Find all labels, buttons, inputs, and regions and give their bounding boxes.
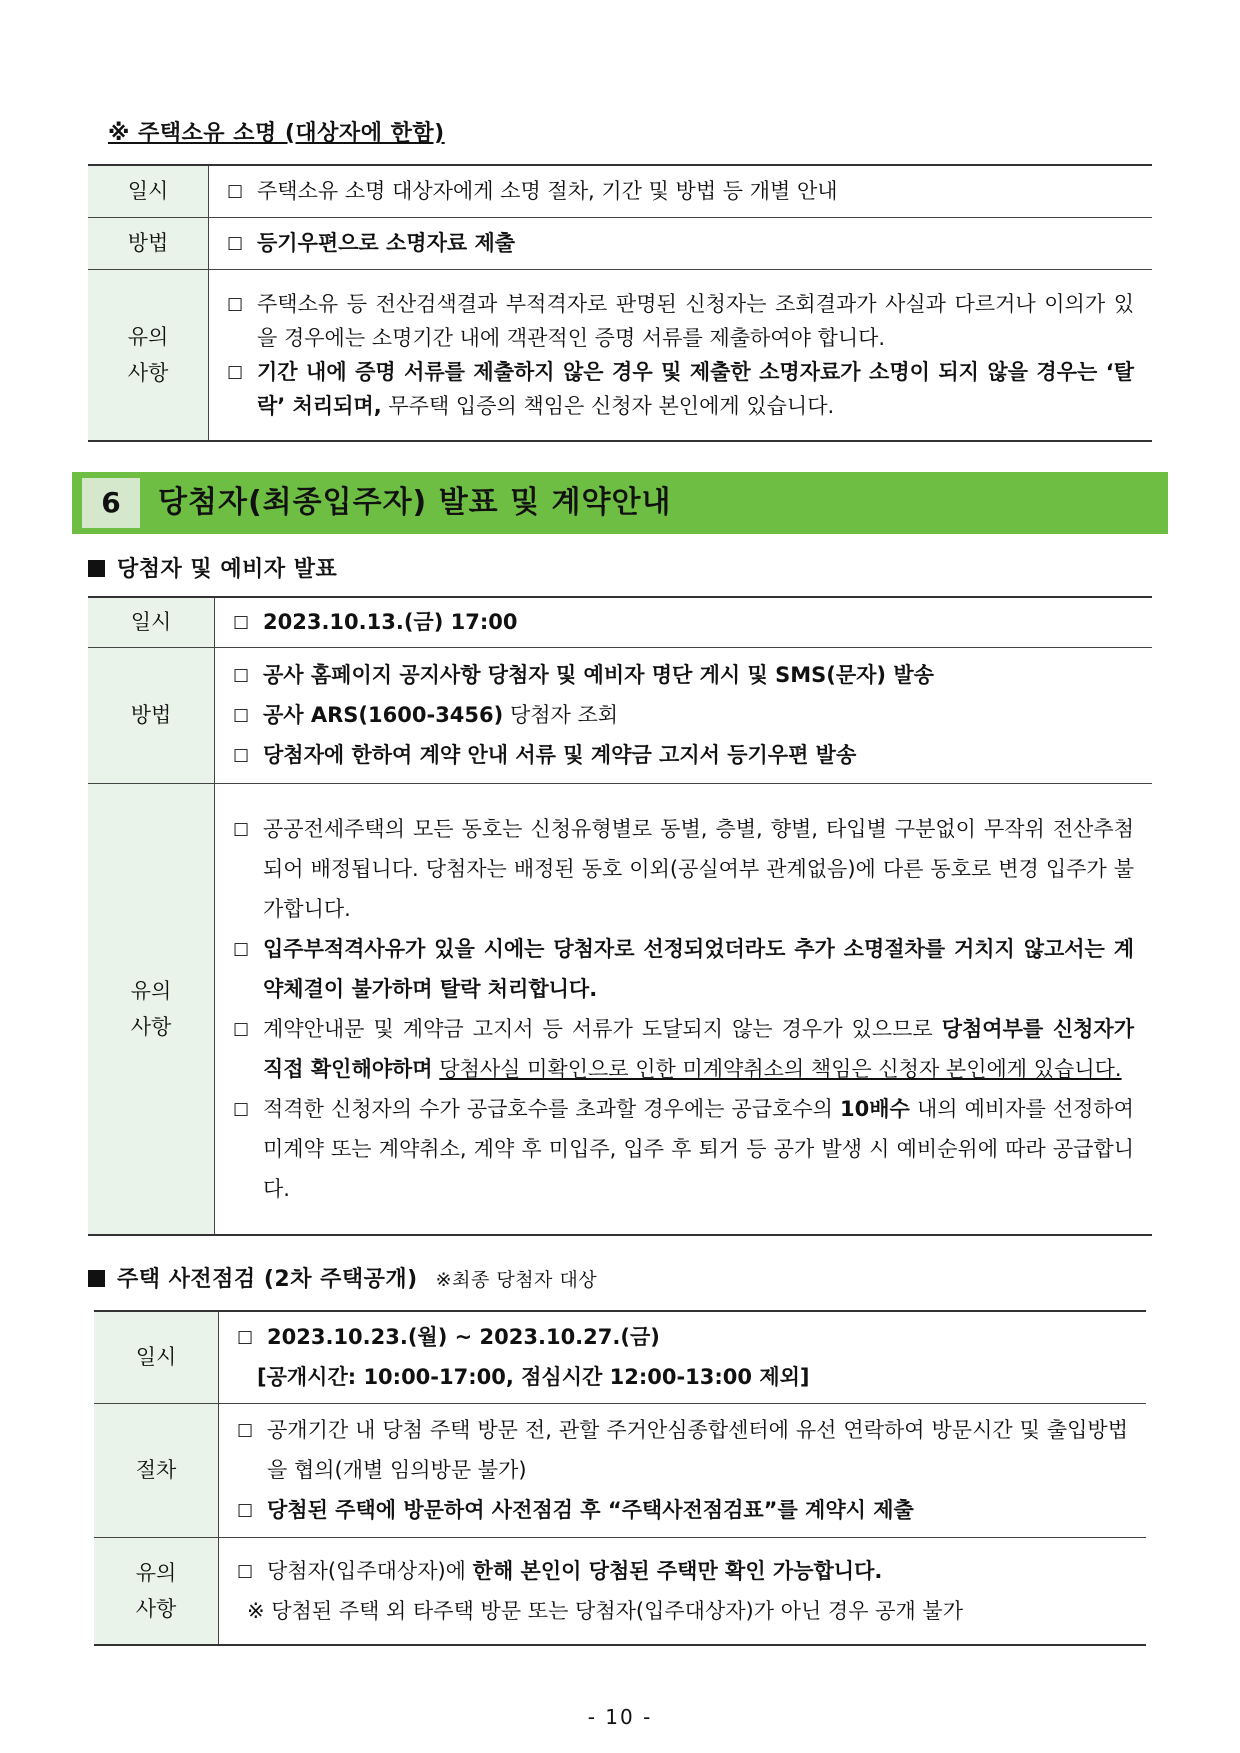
table-row: [88, 783, 1152, 1235]
checkbox-square-icon: □: [237, 1500, 254, 1520]
list-item: □ 입주부적격사유가 있을 시에는 당첨자로 선정되었더라도 추가 소명절차를 거치지 않고서는 계약체결이 불가하며 탈락 처리합니다.: [233, 929, 1134, 1009]
list-item: □ 당첨자(입주대상자)에 한해 본인이 당첨된 주택만 확인 가능합니다.: [237, 1551, 1128, 1591]
table-row: [88, 217, 1152, 269]
row-label: 방법: [88, 217, 209, 269]
table-row: [94, 1537, 1146, 1645]
inspection-note: ※최종 당첨자 대상: [435, 1269, 598, 1291]
list-item: □ 공사 ARS(1600-3456) 당첨자 조회: [233, 695, 1134, 735]
row-label: 일시: [88, 597, 215, 647]
list-item: □ 주택소유 소명 대상자에게 소명 절차, 기간 및 방법 등 개별 안내: [227, 174, 1134, 208]
table-row: [88, 597, 1152, 647]
list-item: □ 기간 내에 증명 서류를 제출하지 않은 경우 및 제출한 소명자료가 소명이 되지 않을 경우는 ‘탈락’ 처리되며, 무주택 입증의 책임은 신청자 본인에게 있습니다.: [227, 355, 1134, 423]
winners-table: [88, 596, 1152, 1236]
inspection-table: [94, 1310, 1146, 1646]
checkbox-square-icon: □: [233, 1098, 250, 1119]
list-item: □ 당첨자에 한하여 계약 안내 서류 및 계약금 고지서 등기우편 발송: [233, 735, 1134, 775]
checkbox-square-icon: □: [233, 818, 250, 839]
square-bullet-icon: [88, 1270, 105, 1287]
checkbox-square-icon: □: [237, 1420, 254, 1440]
list-item: □ 등기우편으로 소명자료 제출: [227, 226, 1134, 260]
notice-table: [88, 164, 1152, 442]
list-item: [공개시간: 10:00-17:00, 점심시간 12:00-13:00 제외]: [257, 1365, 810, 1390]
checkbox-square-icon: □: [237, 1560, 254, 1581]
checkbox-square-icon: □: [237, 1327, 254, 1348]
list-item: □ 당첨된 주택에 방문하여 사전점검 후 “주택사전점검표”를 계약시 제출: [237, 1490, 1128, 1530]
checkbox-square-icon: □: [233, 705, 250, 725]
checkbox-square-icon: □: [233, 1018, 250, 1039]
page-number: - 10 -: [587, 1705, 653, 1729]
checkbox-square-icon: □: [233, 745, 250, 765]
checkbox-square-icon: □: [233, 665, 250, 685]
list-item: □ 공개기간 내 당첨 주택 방문 전, 관할 주거안심종합센터에 유선 연락하여 방문시간 및 출입방법을 협의(개별 임의방문 불가): [237, 1410, 1128, 1490]
table-row: [94, 1311, 1146, 1403]
list-item: □ 2023.10.23.(월) ~ 2023.10.27.(금): [237, 1317, 1128, 1357]
checkbox-square-icon: □: [227, 233, 244, 253]
table-row: [88, 647, 1152, 783]
table-row: [88, 165, 1152, 217]
section-number: 6: [82, 478, 140, 528]
list-item: □ 공공전세주택의 모든 동호는 신청유형별로 동별, 층별, 향별, 타입별 구분없이 무작위 전산추첨되어 배정됩니다. 당첨자는 배정된 동호 이외(공실여부 관계없음)에 다른 동호로 변경 입주가 불가합니다.: [233, 809, 1134, 929]
checkbox-square-icon: □: [233, 612, 250, 633]
row-label: 절차: [94, 1403, 219, 1537]
checkbox-square-icon: □: [227, 293, 244, 314]
list-item: □ 2023.10.13.(금) 17:00: [233, 605, 1134, 639]
table-row: [88, 269, 1152, 441]
list-item: □ 공사 홈페이지 공지사항 당첨자 및 예비자 명단 게시 및 SMS(문자) 발송: [233, 655, 1134, 695]
checkbox-square-icon: □: [233, 938, 250, 959]
notice-heading: ※ 주택소유 소명 (대상자에 한함): [108, 121, 445, 146]
row-label: 유의 사항: [88, 269, 209, 441]
row-label: 일시: [88, 165, 209, 217]
square-bullet-icon: [88, 560, 105, 577]
list-item: □ 적격한 신청자의 수가 공급호수를 초과할 경우에는 공급호수의 10배수 내의 예비자를 선정하여 미계약 또는 계약취소, 계약 후 미입주, 입주 후 퇴거 등 공가 발생 시 예비순위에 따라 공급합니다.: [233, 1089, 1134, 1209]
row-label: 유의 사항: [88, 783, 215, 1235]
inspection-heading: 주택 사전점검 (2차 주택공개) ※최종 당첨자 대상: [88, 1262, 597, 1293]
row-label: 일시: [94, 1311, 219, 1403]
row-label: 방법: [88, 647, 215, 783]
list-item: □ 계약안내문 및 계약금 고지서 등 서류가 도달되지 않는 경우가 있으므로 당첨여부를 신청자가 직접 확인해야하며 당첨사실 미확인으로 인한 미계약취소의 책임은 신청자 본인에게 있습니다.: [233, 1009, 1134, 1089]
list-item: ※ 당첨된 주택 외 타주택 방문 또는 당첨자(입주대상자)가 아닌 경우 공개 불가: [247, 1598, 963, 1623]
checkbox-square-icon: □: [227, 361, 244, 382]
winners-heading: 당첨자 및 예비자 발표: [88, 552, 337, 583]
checkbox-square-icon: □: [227, 181, 244, 202]
list-item: □ 주택소유 등 전산검색결과 부적격자로 판명된 신청자는 조회결과가 사실과 다르거나 이의가 있을 경우에는 소명기간 내에 객관적인 증명 서류를 제출하여야 합니다.: [227, 287, 1134, 355]
row-label: 유의 사항: [94, 1537, 219, 1645]
table-row: [94, 1403, 1146, 1537]
section-banner: [72, 472, 1168, 534]
section-title: 당첨자(최종입주자) 발표 및 계약안내: [158, 485, 672, 520]
